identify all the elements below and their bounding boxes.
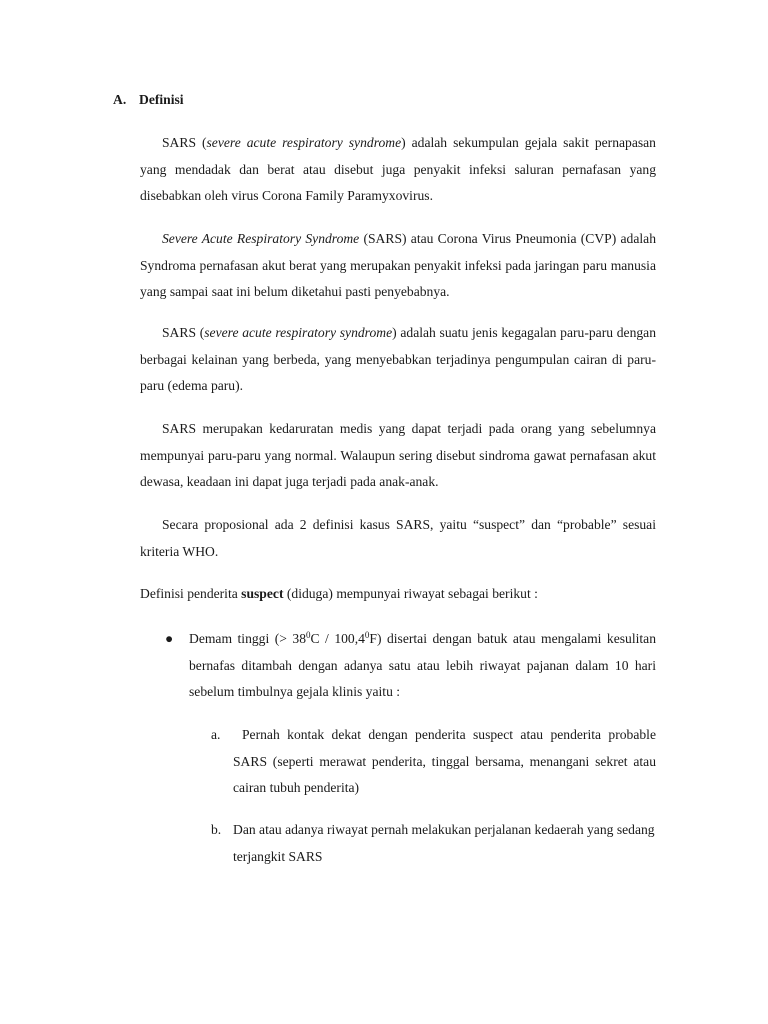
p3-text-c: ) adalah suatu jenis kegagalan paru-paru dengan berbagai kelainan yang berbeda, yang menyebabkan terjadinya pengumpulan cairan di paru-paru (edema paru). [140, 325, 656, 393]
p2-text-b: (SARS) atau Corona Virus Pneumonia (CVP) adalah Syndroma pernafasan akut berat yang merupakan penyakit infeksi pada jaringan paru manusia yang sampai saat ini belum diketahui pasti penyebabnya. [140, 231, 656, 299]
paragraph-sars-definition-3 [140, 320, 656, 400]
bullet-text-2: C / 100,4 [310, 631, 365, 646]
p1-text-c: ) adalah sekumpulan gejala sakit pernapasan yang mendadak dan berat atau disebut juga penyakit infeksi saluran pernafasan yang disebabkan oleh virus Corona Family Paramyxovirus. [140, 135, 656, 203]
bullet-text-1: Demam tinggi (> 38 [189, 631, 306, 646]
paragraph-sars-definition-2 [140, 226, 656, 306]
sub-item-label-b: b. [211, 822, 222, 837]
p6-text-a: Definisi penderita [140, 586, 242, 601]
sub-item-b: Dan atau adanya riwayat pernah melakukan perjalanan kedaerah yang sedang terjangkit SARS [233, 822, 655, 864]
p6-text-c: (diduga) mempunyai riwayat sebagai berikut : [283, 586, 538, 601]
bullet-icon: ● [165, 631, 174, 646]
p6-bold-term: suspect [241, 586, 284, 601]
p1-text-a: SARS ( [162, 135, 207, 150]
p3-text-a: SARS ( [162, 325, 205, 340]
p3-italic-term: severe acute respiratory syndrome [204, 325, 393, 340]
paragraph-suspect-intro [140, 581, 656, 608]
paragraph-sars-emergency: SARS merupakan kedaruratan medis yang dapat terjadi pada orang yang sebelumnya mempunyai paru-paru yang normal. Walaupun sering disebut sindroma gawat pernafasan akut dewasa, keadaan ini dapat juga terjadi pada anak-anak. [140, 421, 656, 489]
paragraph-sars-definition-1 [140, 130, 656, 210]
degree-sup-2: 0 [364, 630, 370, 640]
bullet-text-3: F) disertai dengan batuk atau mengalami kesulitan bernafas ditambah dengan adanya satu atau lebih riwayat pajanan dalam 10 hari sebelum timbulnya gejala klinis yaitu : [189, 631, 656, 699]
section-title: Definisi [139, 92, 184, 107]
section-heading [113, 91, 184, 109]
p1-italic-term: severe acute respiratory syndrome [206, 135, 402, 150]
bullet-item-fever [189, 626, 656, 706]
sub-item-label-a: a. [211, 727, 221, 742]
section-number: A. [113, 92, 127, 107]
p2-italic-term: Severe Acute Respiratory Syndrome [162, 231, 360, 246]
paragraph-who-criteria: Secara proposional ada 2 definisi kasus SARS, yaitu “suspect” dan “probable” sesuai kriteria WHO. [140, 517, 656, 559]
sub-item-a: Pernah kontak dekat dengan penderita suspect atau penderita probable SARS (seperti merawat penderita, tinggal bersama, menangani sekret atau cairan tubuh penderita) [233, 727, 656, 795]
degree-sup-1: 0 [306, 630, 311, 640]
